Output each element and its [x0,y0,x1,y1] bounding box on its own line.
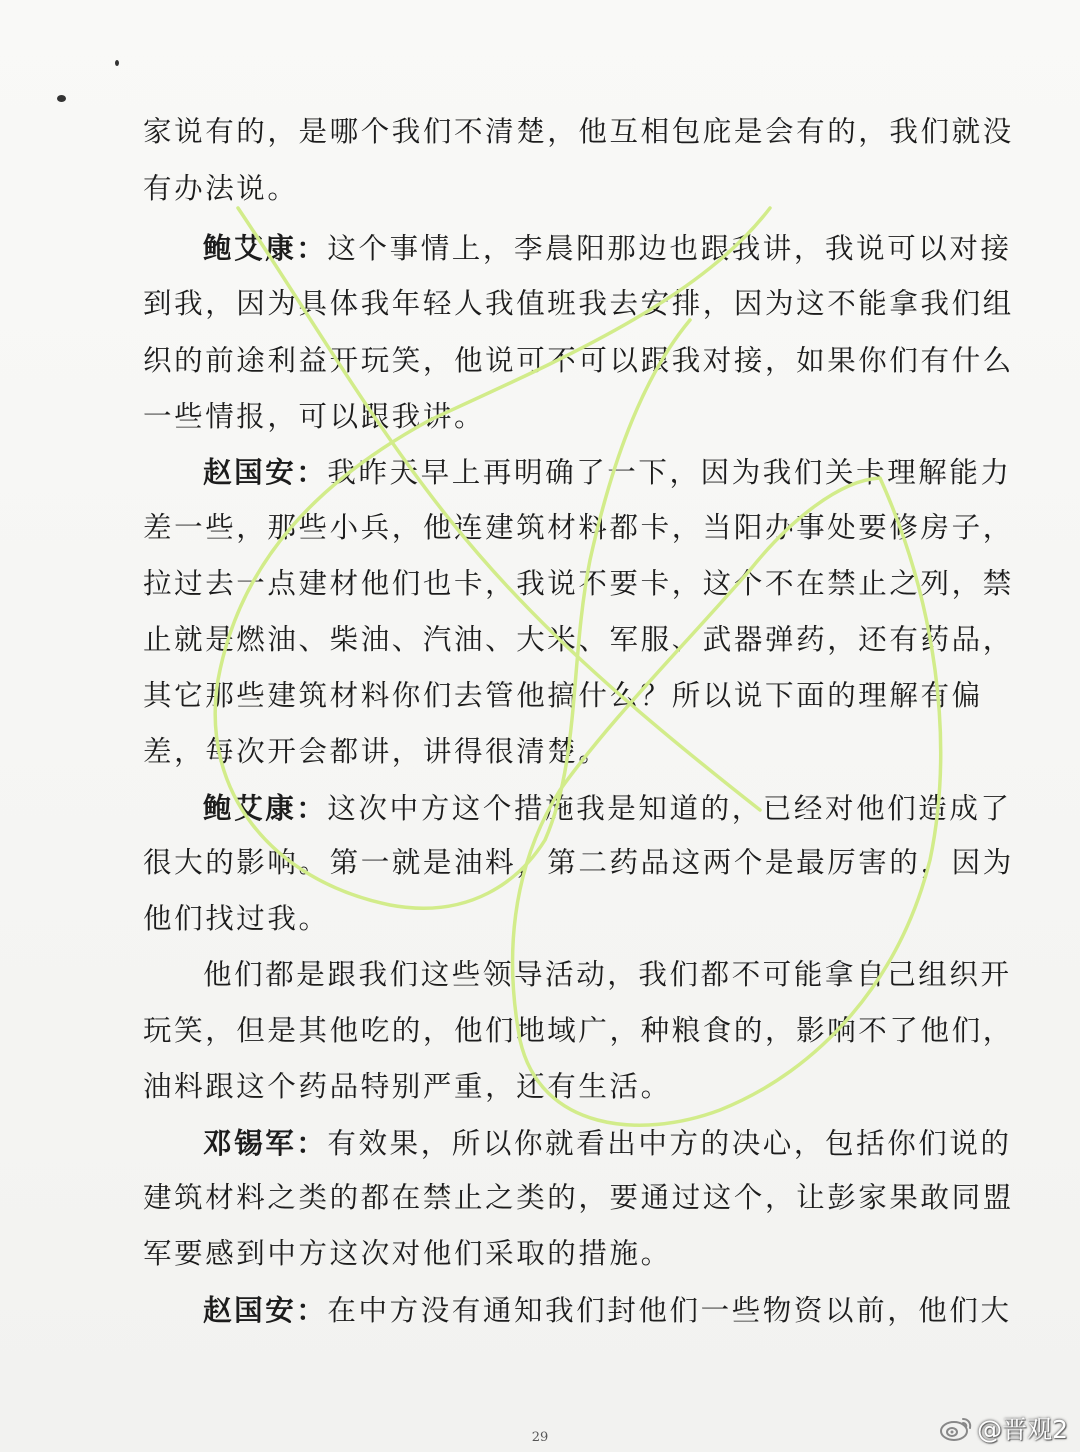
text-line: 差一些，那些小兵，他连建筑材料都卡，当阳办事处要修房子， [143,511,1014,544]
text-line: 玩笑，但是其他吃的，他们地域广，种粮食的，影响不了他们， [143,1014,1014,1047]
dialogue-line: 赵国安：我昨天早上再明确了一下，因为我们关卡理解能力 [203,455,1012,489]
watermark-text: @晋观2 [977,1415,1068,1444]
speaker-name: 鲍艾康： [203,231,328,265]
dialogue-line: 赵国安：在中方没有通知我们封他们一些物资以前，他们大 [203,1293,1012,1327]
text-line: 织的前途利益开玩笑，他说可不可以跟我对接，如果你们有什么 [143,344,1014,377]
speaker-name: 赵国安： [203,1293,328,1327]
text-line: 建筑材料之类的都在禁止之类的，要通过这个，让彭家果敢同盟 [143,1181,1014,1214]
dialogue-line: 鲍艾康：这个事情上，李晨阳那边也跟我讲，我说可以对接 [203,231,1012,265]
text-line: 其它那些建筑材料你们去管他搞什么？所以说下面的理解有偏 [143,679,983,712]
text-line: 一些情报，可以跟我讲。 [143,400,486,433]
dialogue-line: 邓锡军：有效果，所以你就看出中方的决心，包括你们说的 [203,1126,1012,1160]
annotation-left-loop [215,208,770,908]
annotation-diagonal-stroke [238,208,760,810]
annotation-right-loop [513,478,941,1125]
text-line: 军要感到中方这次对他们采取的措施。 [143,1237,672,1270]
text-line: 有办法说。 [143,172,299,205]
text-line: 他们找过我。 [143,902,330,935]
text-line: 很大的影响。第一就是油料，第二药品这两个是最厉害的，因为 [143,846,1014,879]
text-line: 家说有的，是哪个我们不清楚，他互相包庇是会有的，我们就没 [143,115,1014,148]
speaker-name: 邓锡军： [203,1126,328,1160]
weibo-logo-icon [939,1415,973,1441]
weibo-watermark [939,1410,1068,1446]
dialogue-line: 鲍艾康：这次中方这个措施我是知道的，已经对他们造成了 [203,791,1012,825]
text-line: 拉过去一点建材他们也卡，我说不要卡，这个不在禁止之列，禁 [143,567,1014,600]
text-line: 到我，因为具体我年轻人我值班我去安排，因为这不能拿我们组 [143,287,1014,320]
annotation-strokes [215,208,940,1125]
page-number: 29 [531,1430,549,1445]
text-line: 油料跟这个药品特别严重，还有生活。 [143,1070,672,1103]
text-line: 差，每次开会都讲，讲得很清楚。 [143,735,610,768]
text-line: 他们都是跟我们这些领导活动，我们都不可能拿自己组织开 [203,958,1012,991]
speaker-name: 赵国安： [203,455,328,489]
text-line: 止就是燃油、柴油、汽油、大米、军服、武器弹药，还有药品， [143,623,1014,656]
speaker-name: 鲍艾康： [203,791,328,825]
